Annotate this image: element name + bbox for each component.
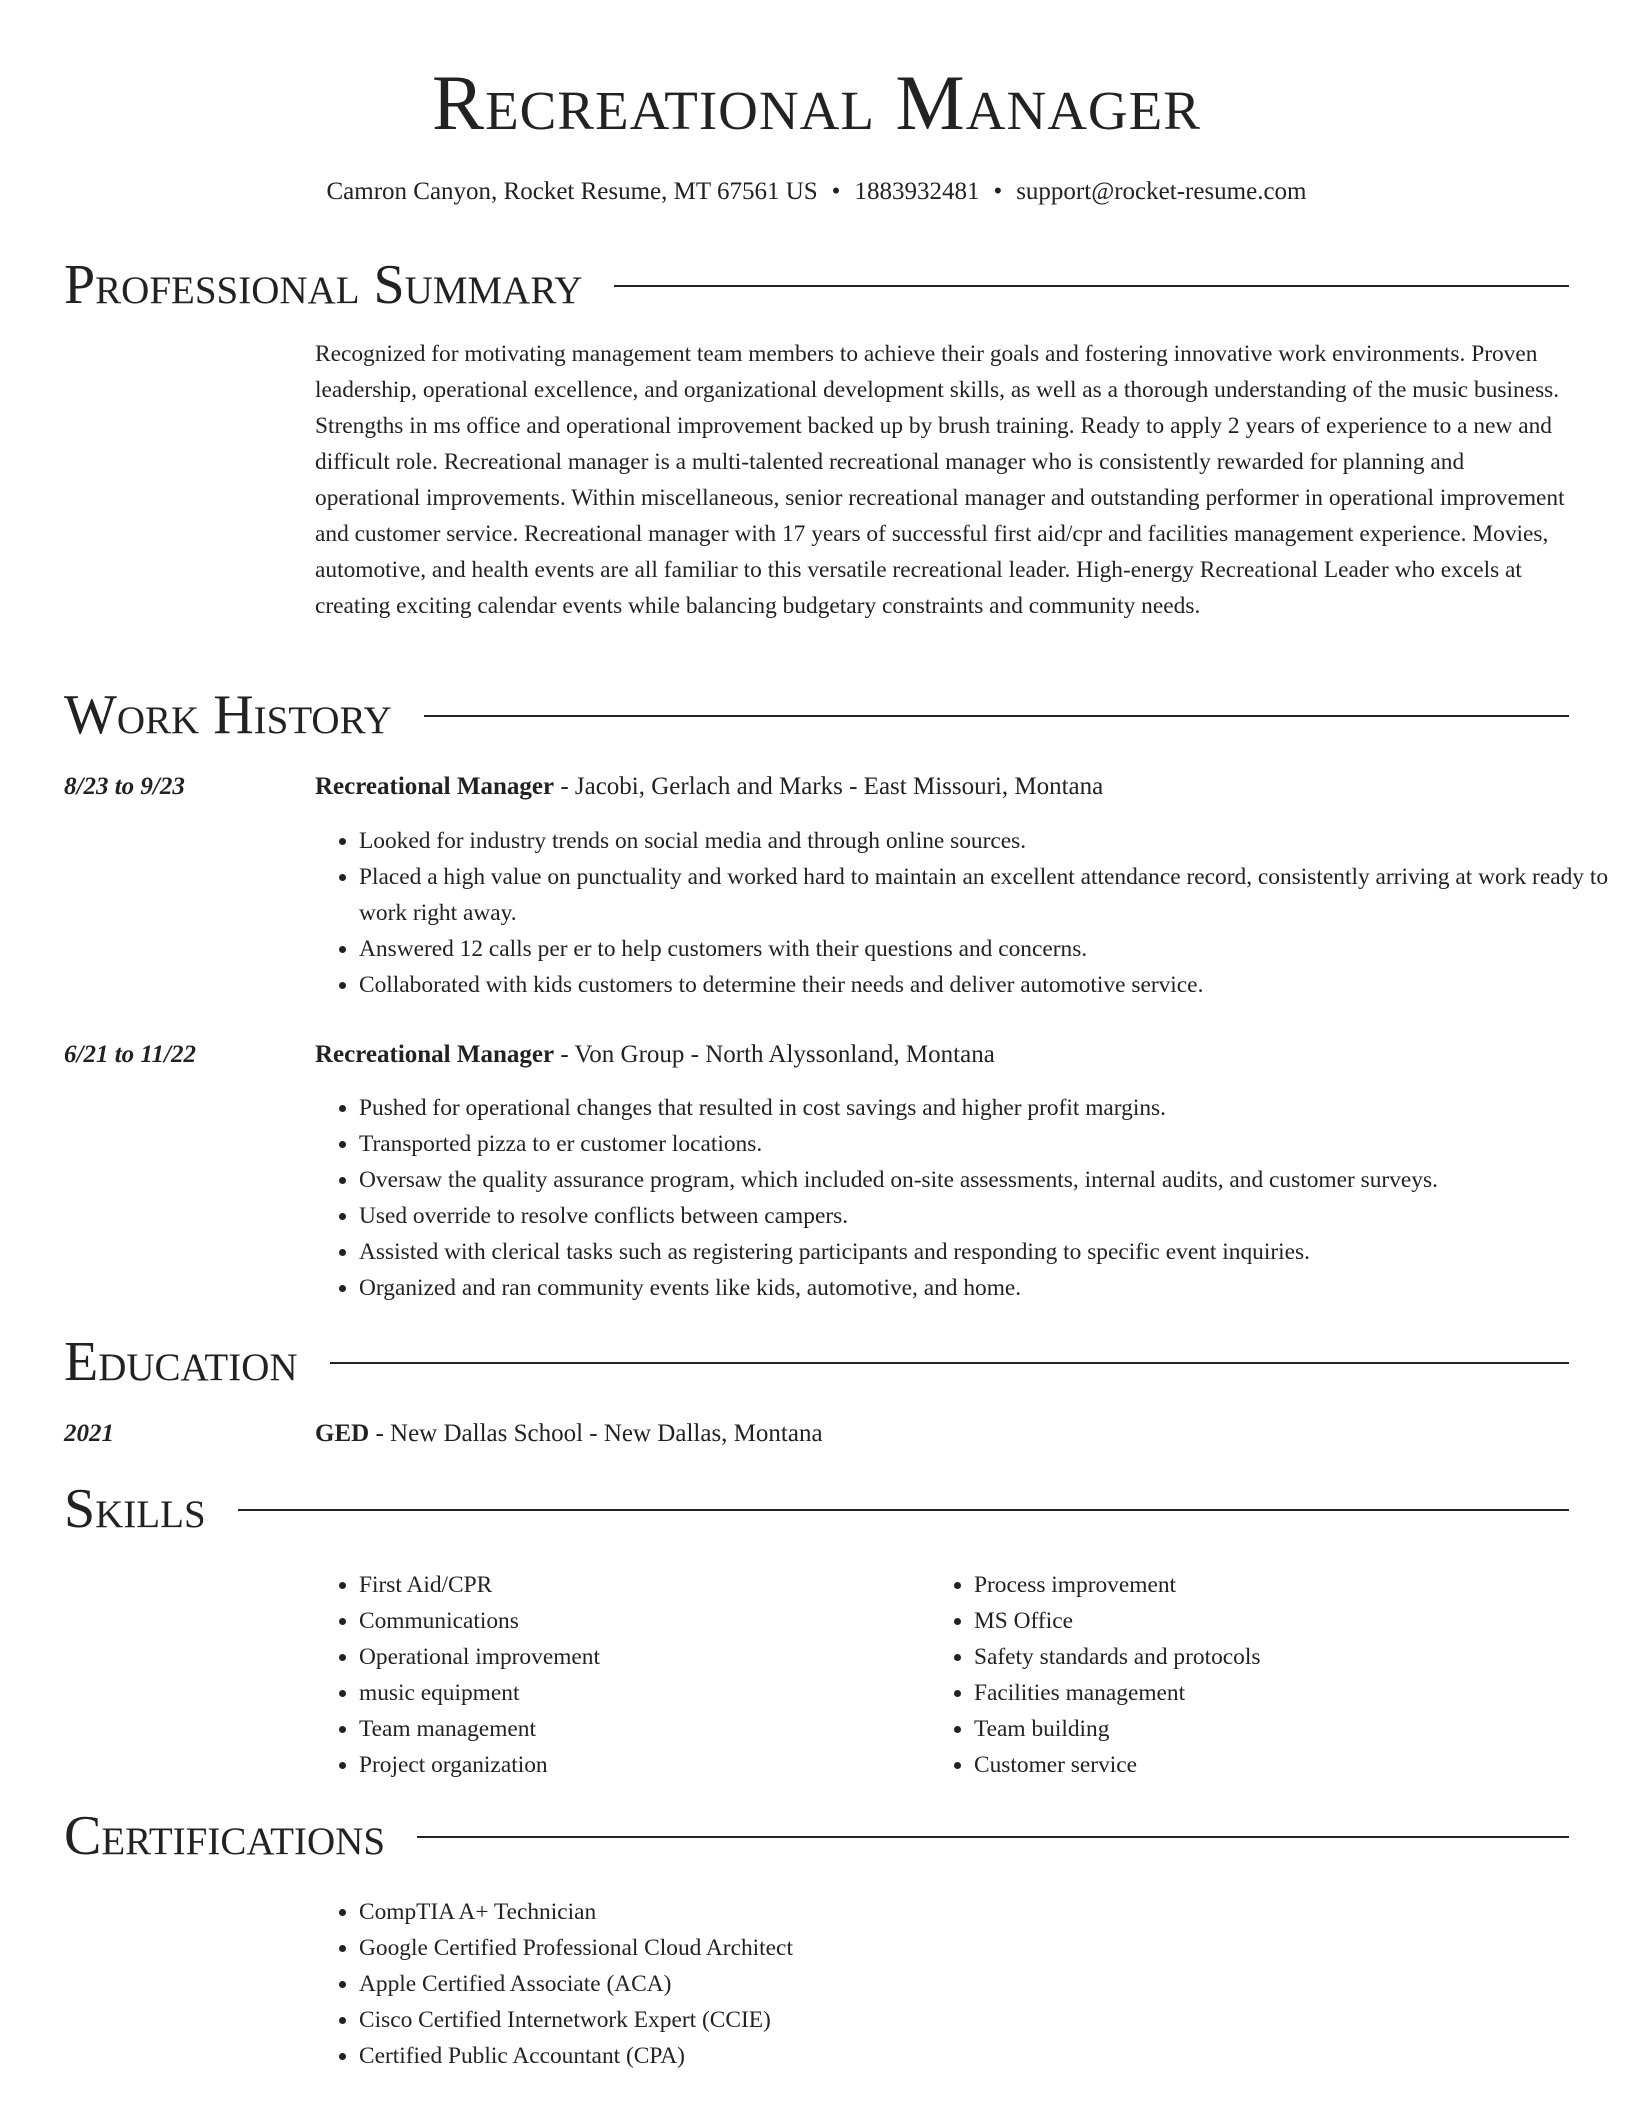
job-bullets: [315, 823, 1613, 1003]
certification-item: • Google Certified Professional Cloud Architect: [359, 1930, 1613, 1966]
section-title-skills: Skills: [64, 1478, 206, 1540]
certification-item: • CompTIA A+ Technician: [359, 1894, 1613, 1930]
job-details: - Von Group - North Alyssonland, Montana: [554, 1041, 995, 1068]
list-item: • Oversaw the quality assurance program, which included on-site assessments, internal audits, and customer surveys.: [359, 1162, 1613, 1198]
education-details: - New Dallas School - New Dallas, Montana: [369, 1420, 823, 1447]
section-header-education: [64, 1331, 1569, 1393]
job-bullets: [315, 1090, 1613, 1306]
list-item: • Transported pizza to er customer locations.: [359, 1126, 1613, 1162]
education-year: 2021: [64, 1420, 114, 1447]
job-title: Recreational Manager: [315, 773, 555, 800]
section-header-work: [64, 684, 1569, 746]
skill-item: • Team building: [974, 1711, 1632, 1747]
section-header-skills: [64, 1478, 1569, 1540]
certification-item: • Certified Public Accountant (CPA): [359, 2038, 1613, 2074]
job-heading: [315, 769, 1569, 805]
section-title-work: Work History: [64, 684, 392, 746]
skill-item: • Safety standards and protocols: [974, 1639, 1632, 1675]
certifications-list: [315, 1894, 1613, 2074]
section-rule: [614, 285, 1569, 287]
skill-item: • Process improvement: [974, 1567, 1632, 1603]
job-dates: 8/23 to 9/23: [64, 773, 185, 800]
contact-line: [64, 174, 1569, 210]
certification-item: • Cisco Certified Internetwork Expert (CCIE): [359, 2002, 1613, 2038]
skill-item: • Facilities management: [974, 1675, 1632, 1711]
contact-address: Camron Canyon, Rocket Resume, MT 67561 US: [326, 178, 818, 205]
section-rule: [238, 1509, 1569, 1511]
list-item: • Answered 12 calls per er to help customers with their questions and concerns.: [359, 931, 1613, 967]
contact-separator: •: [831, 178, 841, 205]
section-header-certifications: [64, 1805, 1569, 1867]
education-degree: GED: [315, 1420, 370, 1447]
job-title: Recreational Manager: [315, 1041, 555, 1068]
contact-separator: •: [993, 178, 1003, 205]
skill-item: • Project organization: [359, 1747, 1613, 1783]
skill-item: • Customer service: [974, 1747, 1632, 1783]
section-title-certifications: Certifications: [64, 1805, 386, 1867]
contact-email: support@rocket-resume.com: [1016, 178, 1307, 205]
skill-item: • Communications: [359, 1603, 1613, 1639]
skill-item: • Operational improvement: [359, 1639, 1613, 1675]
resume-title: Recreational Manager: [432, 59, 1201, 146]
summary-paragraph: Recognized for motivating management team members to achieve their goals and fostering innovative work environments. Proven leadership, operational excellence, and organizational development skills, as well as a thorough understanding of the music business. Strengths in ms office and operational improvement backed up by brush training. Ready to apply 2 years of experience to a new and difficult role. Recreational manager is a multi-talented recreational manager who is consistently rewarded for planning and operational improvements. Within miscellaneous, senior recreational manager and outstanding performer in operational improvement and customer service. Recreational manager with 17 years of successful first aid/cpr and facilities management experience. Movies, automotive, and health events are all familiar to this versatile recreational leader. High-energy Recreational Leader who excels at creating exciting calendar events while balancing budgetary constraints and community needs.: [315, 341, 1565, 619]
section-rule: [424, 715, 1569, 717]
certification-item: • Apple Certified Associate (ACA): [359, 1966, 1613, 2002]
section-rule: [330, 1362, 1569, 1364]
section-title-summary: Professional Summary: [64, 254, 583, 316]
contact-phone: 1883932481: [854, 178, 980, 205]
list-item: • Pushed for operational changes that resulted in cost savings and higher profit margins.: [359, 1090, 1613, 1126]
list-item: • Assisted with clerical tasks such as registering participants and responding to specific event inquiries.: [359, 1234, 1613, 1270]
job-heading: [315, 1037, 1569, 1073]
skill-item: • First Aid/CPR: [359, 1567, 1613, 1603]
section-title-education: Education: [64, 1331, 298, 1393]
job-dates: 6/21 to 11/22: [64, 1041, 196, 1068]
list-item: • Organized and ran community events like kids, automotive, and home.: [359, 1270, 1613, 1306]
job-details: - Jacobi, Gerlach and Marks - East Missouri, Montana: [554, 773, 1104, 800]
list-item: • Used override to resolve conflicts between campers.: [359, 1198, 1613, 1234]
list-item: • Placed a high value on punctuality and worked hard to maintain an excellent attendance record, consistently arriving at work ready to work right away.: [359, 859, 1613, 931]
education-heading: [315, 1416, 1569, 1452]
section-rule: [417, 1836, 1569, 1838]
skill-item: • Team management: [359, 1711, 1613, 1747]
section-header-summary: [64, 254, 1569, 316]
skills-list-right: [930, 1567, 1632, 1783]
list-item: • Collaborated with kids customers to determine their needs and deliver automotive service.: [359, 967, 1613, 1003]
list-item: • Looked for industry trends on social media and through online sources.: [359, 823, 1613, 859]
skill-item: • MS Office: [974, 1603, 1632, 1639]
skill-item: • music equipment: [359, 1675, 1613, 1711]
